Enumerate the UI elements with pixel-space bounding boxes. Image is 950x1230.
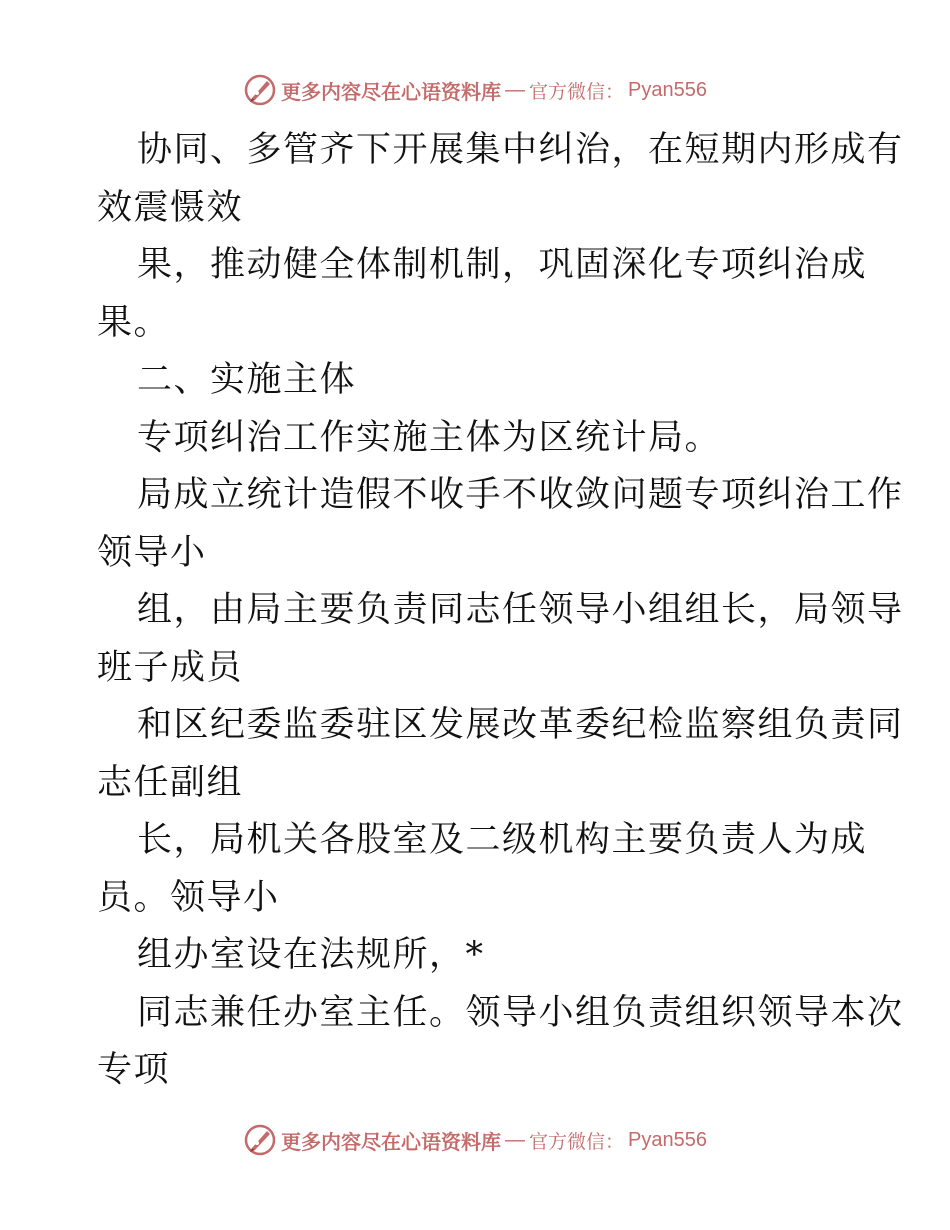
watermark-label: 官方微信： (529, 1130, 625, 1153)
watermark-wechat-id: Pyan556 (628, 1128, 707, 1151)
footer-watermark (0, 1120, 950, 1160)
body-line: 果。 (97, 302, 171, 343)
watermark-site-text: 更多内容尽在心语资料库 (281, 79, 501, 104)
section-heading: 二、实施主体 (137, 360, 357, 400)
body-line: 同志兼任办室主任。领导小组负责组织领导本次 (137, 992, 904, 1033)
body-line: 专项纠治工作实施主体为区统计局。 (137, 417, 722, 458)
document-body (97, 122, 904, 1100)
body-line: 和区纪委监委驻区发展改革委纪检监察组负责同 (137, 705, 904, 745)
body-line: 协同、多管齐下开展集中纠治，在短期内形成有 (137, 130, 904, 170)
body-line: 组办室设在法规所，* (137, 935, 485, 975)
watermark-site-text: 更多内容尽在心语资料库 (281, 1129, 501, 1154)
watermark-wechat-id: Pyan556 (628, 78, 707, 101)
body-line: 员。领导小 (97, 877, 280, 918)
body-line: 志任副组 (97, 762, 244, 803)
pen-logo-icon (243, 73, 277, 107)
body-line: 领导小 (97, 532, 207, 573)
body-line: 专项 (97, 1050, 171, 1090)
body-line: 班子成员 (97, 647, 244, 688)
watermark-label: 官方微信： (529, 80, 625, 103)
body-line: 果，推动健全体制机制，巩固深化专项纠治成 (137, 245, 868, 285)
watermark-dash: — (505, 1128, 525, 1151)
body-line: 局成立统计造假不收手不收敛问题专项纠治工作 (137, 475, 904, 515)
header-watermark (0, 70, 950, 110)
body-line: 长，局机关各股室及二级机构主要负责人为成 (137, 820, 868, 860)
body-line: 效震慑效 (97, 187, 244, 228)
pen-logo-icon (243, 1123, 277, 1157)
body-line: 组，由局主要负责同志任领导小组组长，局领导 (137, 590, 904, 630)
watermark-dash: — (505, 78, 525, 101)
